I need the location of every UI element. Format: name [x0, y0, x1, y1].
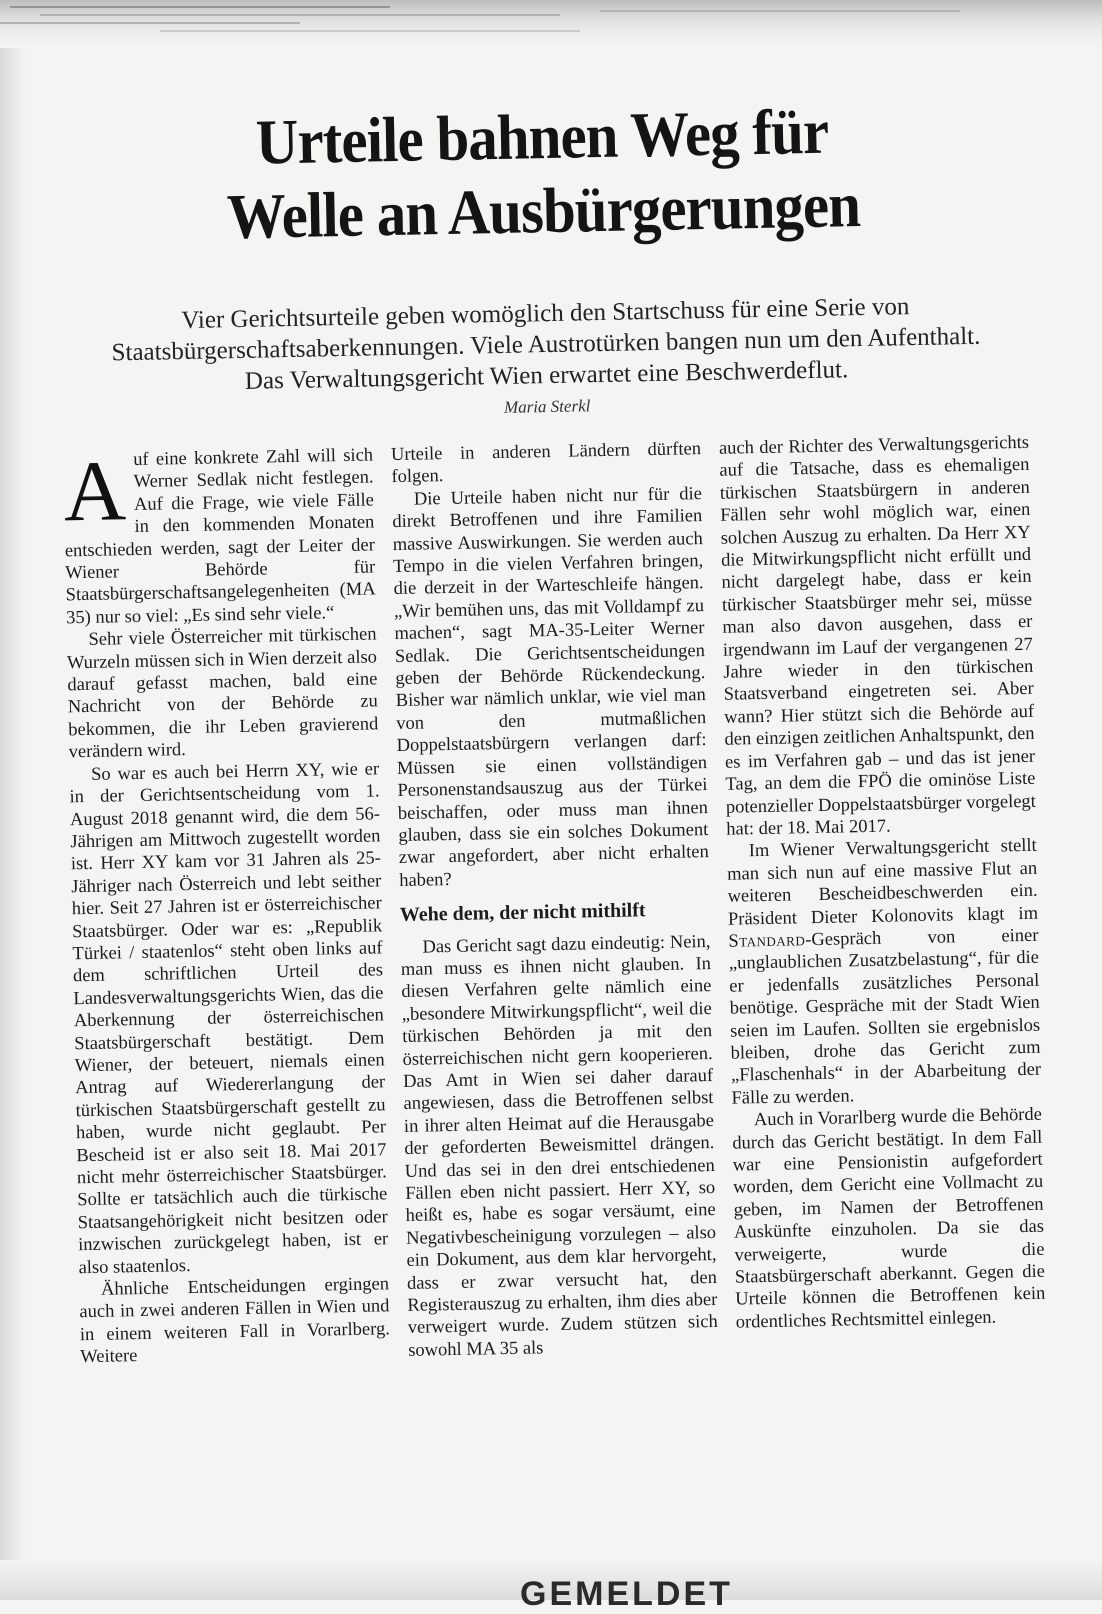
article-columns	[63, 432, 1060, 1369]
paragraph: So war es auch bei Herrn XY, wie er in der Gerichtsentscheidung vom 1. August 2018 genannt wird, die dem 56-Jährigen am Mittwoch zugestellt worden ist. Herr XY kam vor 31 Jahren als 25-Jähriger nach Österreich und lebt seither hier. Seit 27 Jahren ist er österreichischer Staatsbürger. Oder war es: „Republik Türkei / staatenlos“ steht oben links auf dem schriftlichen Urteil des Landesverwaltungsgerichts Wien, das die Aberkennung der österreichischen Staatsbürgerschaft bestätigt. Dem Wiener, der beteuert, niemals einen Antrag auf Wiedererlangung der türkischen Staatsbürgerschaft gestellt zu haben, wurde nicht geglaubt. Per Bescheid ist er also seit 18. Mai 2017 nicht mehr österreichischer Staatsbürger. Sollte er tatsächlich auch die türkische Staatsangehörigkeit nicht besitzen oder inzwischen zurückgelegt haben, ist er also staatenlos.	[69, 759, 389, 1278]
paragraph: Sehr viele Österreicher mit türkischen Wurzeln müssen sich in Wien derzeit also darauf gefasst machen, bald eine Nachricht von der Behörde zu bekommen, die ihr Leben gravierend verändern wird.	[66, 624, 379, 763]
paragraph: Auch in Vorarlberg wurde die Behörde durch das Gericht bestätigt. In dem Fall war eine Pensionistin aufgefordert worden, dem Gericht eine Vollmacht zu geben, im Namen der Betroffenen Auskünfte einzuholen. Da sie das verweigerte, wurde die Staatsbürgerschaft aberkannt. Gegen die Urteile können die Betroffenen kein ordentliches Rechtsmittel einlegen.	[732, 1104, 1046, 1333]
footer-section-label: GEMELDET	[520, 1575, 733, 1613]
scan-edge-left	[0, 0, 26, 1600]
author-byline: Maria Sterkl	[503, 396, 591, 417]
headline-line-1: Urteile bahnen Weg für	[255, 95, 829, 178]
scan-edge-top	[0, 0, 1102, 48]
headline	[26, 90, 1059, 258]
column-2	[391, 438, 719, 1362]
paragraph-text: uf eine konkrete Zahl will sich Werner Sedlak nicht festlegen. Auf die Frage, wie viele Fälle in den kommenden Monaten entschieden werden, sagt der Leiter der Wiener Behörde für Staatsbürgerschaftsangelegenheiten (MA 35) nur so viel: „Es sind sehr viele.“	[64, 445, 376, 629]
paragraph-text: -Gespräch von einer „unglaublichen Zusatzbelastung“, für die er jedenfalls zusätzliches Personal benötige. Gespräche mit der Stadt Wien seien im Laufen. Sollten sie ergebnislos bleiben, drohe das Gericht zum „Flaschenhals“ in der Abarbeitung der Fälle zu werden.	[728, 925, 1042, 1109]
column-1	[63, 444, 391, 1368]
lead-paragraph: Vier Gerichtsurteile geben womöglich den Startschuss für eine Serie von Staatsbürgerschaftsaberkennungen. Viele Austrotürken bangen nun um den Aufenthalt. Das Verwaltungsgericht Wien erwartet eine Beschwerdeflut.	[111, 293, 981, 395]
drop-cap: A	[62, 442, 127, 540]
subheading: Wehe dem, der nicht mithilft	[399, 899, 646, 927]
footer-strip	[0, 1560, 1102, 1613]
newspaper-article	[26, 60, 1084, 1569]
paragraph: Die Urteile haben nicht nur für die direkt Betroffenen und ihre Familien massive Auswirkungen. Sie werden auch Tempo in die vielen Verfahren bringen, die derzeit in der Warteschleife hängen. „Wir bemühen uns, das mit Volldampf zu machen“, sagt MA-35-Leiter Werner Sedlak. Die Gerichtsentscheidungen geben der Behörde Rückendeckung. Bisher war nämlich unklar, wie viel man von den mutmaßlichen Doppelstaatsbürgern verlangen darf: Müssen sie einen vollständigen Personenstandsauszug aus der Türkei beischaffen, oder muss man ihnen glauben, dass sie ein solches Dokument zwar angefordert, aber nicht erhalten haben?	[392, 483, 709, 891]
headline-line-2: Welle an Ausbürgerungen	[226, 169, 861, 253]
paragraph: Urteile in anderen Ländern dürften folgen.	[390, 439, 702, 488]
paragraph-text: Im Wiener Verwaltungsgericht stellt man sich nun auf eine massive Flut an weiteren Bescheidbeschwerden ein. Präsident Dieter Kolonovits klagt im	[726, 836, 1039, 930]
column-3	[719, 432, 1047, 1356]
paragraph: Das Gericht sagt dazu eindeutig: Nein, man muss es ihnen nicht glauben. In diesen Verfahren gelte nämlich eine „besondere Mitwirkungspflicht“, weil die türkischen Behörden ja mit den österreichischen nicht gern kooperieren. Das Amt in Wien sei daher darauf angewiesen, dass die Betroffenen selbst in ihrer alten Heimat auf die Herausgabe der geforderten Beweismittel drängen. Und das sei in den drei entschiedenen Fällen eben nicht passiert. Herr XY, so heißt es, habe es sogar versäumt, eine Negativbescheinigung vorzulegen – also ein Dokument, aus dem klar hervorgeht, dass er zwar versucht hat, den Registerauszug zu erhalten, ihm dies aber verweigert wurde. Zudem stützen sich sowohl MA 35 als	[400, 931, 718, 1361]
brand-name: Standard	[728, 930, 806, 952]
paragraph: Ähnliche Entscheidungen ergingen auch in zwei anderen Fällen in Wien und in einem weiteren Fall in Vorarlberg. Weitere	[79, 1274, 391, 1368]
paragraph: auch der Richter des Verwaltungsgerichts auf die Tatsache, dass es ehemaligen türkischen Staatsbürgern in anderen Fällen sehr wohl möglich war, einen solchen Auszug zu erhalten. Da Herr XY die Mitwirkungspflicht nicht erfüllt und nicht dargelegt habe, dass er kein türkischer Staatsbürger mehr sei, müsse man also davon ausgehen, dass er irgendwann im Lauf der vergangenen 27 Jahre wieder in den türkischen Staatsverband eingetreten sei. Aber wann? Hier stützt sich die Behörde auf den einzigen zeitlichen Anhaltspunkt, den es im Verfahren gab – und das ist jener Tag, an dem die FPÖ die ominöse Liste potenzieller Doppelstaatsbürger vorgelegt hat: der 18. Mai 2017.	[718, 432, 1037, 840]
paragraph	[63, 444, 376, 629]
paragraph	[727, 835, 1042, 1110]
